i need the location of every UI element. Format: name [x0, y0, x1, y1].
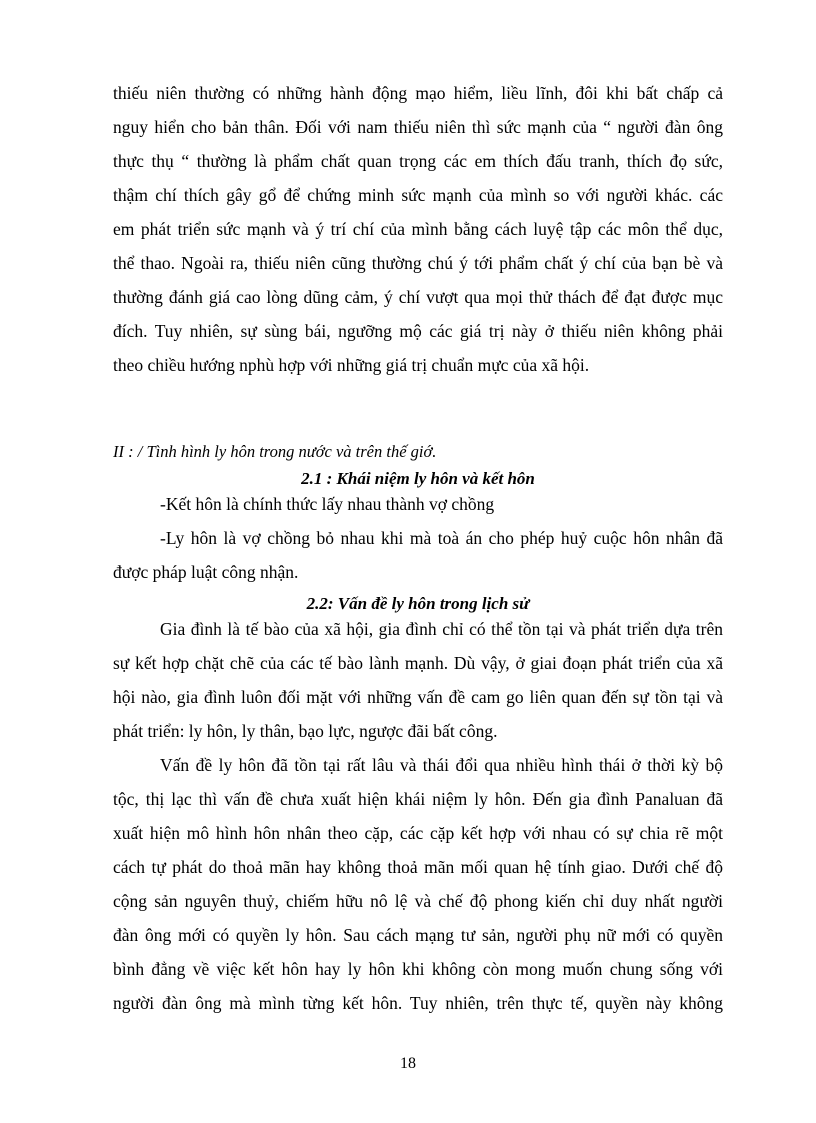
section1-paragraph [113, 76, 723, 382]
text-line: thường đánh giá cao lòng dũng cảm, ý chí vượt qua mọi thử thách để đạt được mục [113, 287, 723, 307]
text-line: sự kết hợp chặt chẽ của các tế bào lành mạnh. Dù vậy, ở giai đoạn phát triển của xã [113, 653, 723, 673]
sub2-heading: 2.2: Vấn đề ly hôn trong lịch sử [306, 594, 530, 613]
text-line: thiếu niên thường có những hành động mạo hiểm, liều lĩnh, đôi khi bất chấp cả [113, 83, 723, 103]
text-line: em phát triển sức mạnh và ý trí chí của mình bằng cách luyệ tập các môn thể dục, [113, 219, 723, 239]
text-line: đích. Tuy nhiên, sự sùng bái, ngưỡng mộ các giá trị này ở thiếu niên không phải [113, 321, 723, 341]
text-line: bình đẳng về việc kết hôn hay ly hôn khi không còn mong muốn chung sống với [113, 959, 723, 979]
definition-divorce-cont: được pháp luật công nhận. [113, 562, 299, 582]
text-line: phát triển: ly hôn, ly thân, bạo lực, ngược đãi bất công. [113, 721, 498, 741]
definition-divorce: -Ly hôn là vợ chồng bỏ nhau khi mà toà án cho phép huỷ cuộc hôn nhân đã [160, 528, 723, 548]
definition-marriage: -Kết hôn là chính thức lấy nhau thành vợ chồng [160, 494, 495, 514]
text-line: đàn ông mới có quyền ly hôn. Sau cách mạng tư sản, người phụ nữ mới có quyền [113, 925, 723, 945]
sub2-paragraph-1 [113, 612, 723, 748]
page-number: 18 [400, 1055, 416, 1072]
text-line: tộc, thị lạc thì vấn đề chưa xuất hiện khái niệm ly hôn. Đến gia đình Panaluan đã [113, 789, 723, 809]
text-line: nguy hiển cho bản thân. Đối với nam thiếu niên thì sức mạnh của “ người đàn ông [113, 117, 723, 137]
text-line: thể thao. Ngoài ra, thiếu niên cũng thường chú ý tới phẩm chất ý chí của bạn bè và [113, 253, 723, 273]
text-line: hội nào, gia đình luôn đối mặt với những vấn đề cam go liên quan đến sự tồn tại và [113, 687, 723, 707]
text-line: theo chiều hướng nphù hợp với những giá trị chuẩn mực của xã hội. [113, 355, 590, 375]
text-line: Gia đình là tế bào của xã hội, gia đình chỉ có thể tồn tại và phát triển dựa trên [160, 619, 723, 639]
sub1-content [113, 487, 723, 589]
text-line: người đàn ông mà mình từng kết hôn. Tuy nhiên, trên thực tế, quyền này không [113, 993, 723, 1013]
text-line: cộng sản nguyên thuỷ, chiếm hữu nô lệ và chế độ phong kiến chỉ duy nhất người [113, 891, 723, 911]
text-line: thực thụ “ thường là phẩm chất quan trọng các em thích đấu tranh, thích đọ sức, [113, 151, 723, 171]
text-line: thậm chí thích gây gổ để chứng minh sức mạnh của mình so với người khác. các [113, 185, 723, 205]
sub1-heading: 2.1 : Khái niệm ly hôn và kết hôn [301, 469, 535, 488]
text-line: xuất hiện mô hình hôn nhân theo cặp, các cặp kết hợp với nhau có sự chia rẽ một [113, 823, 723, 843]
text-line: Vấn đề ly hôn đã tồn tại rất lâu và thái đổi qua nhiều hình thái ở thời kỳ bộ [160, 755, 723, 775]
section2-title: II : / Tình hình ly hôn trong nước và trên thế giớ. [113, 442, 437, 461]
text-line: cách tự phát do thoả mãn hay không thoả mãn mối quan hệ tính giao. Dưới chế độ [113, 857, 723, 877]
sub2-paragraph-2 [113, 748, 723, 1020]
